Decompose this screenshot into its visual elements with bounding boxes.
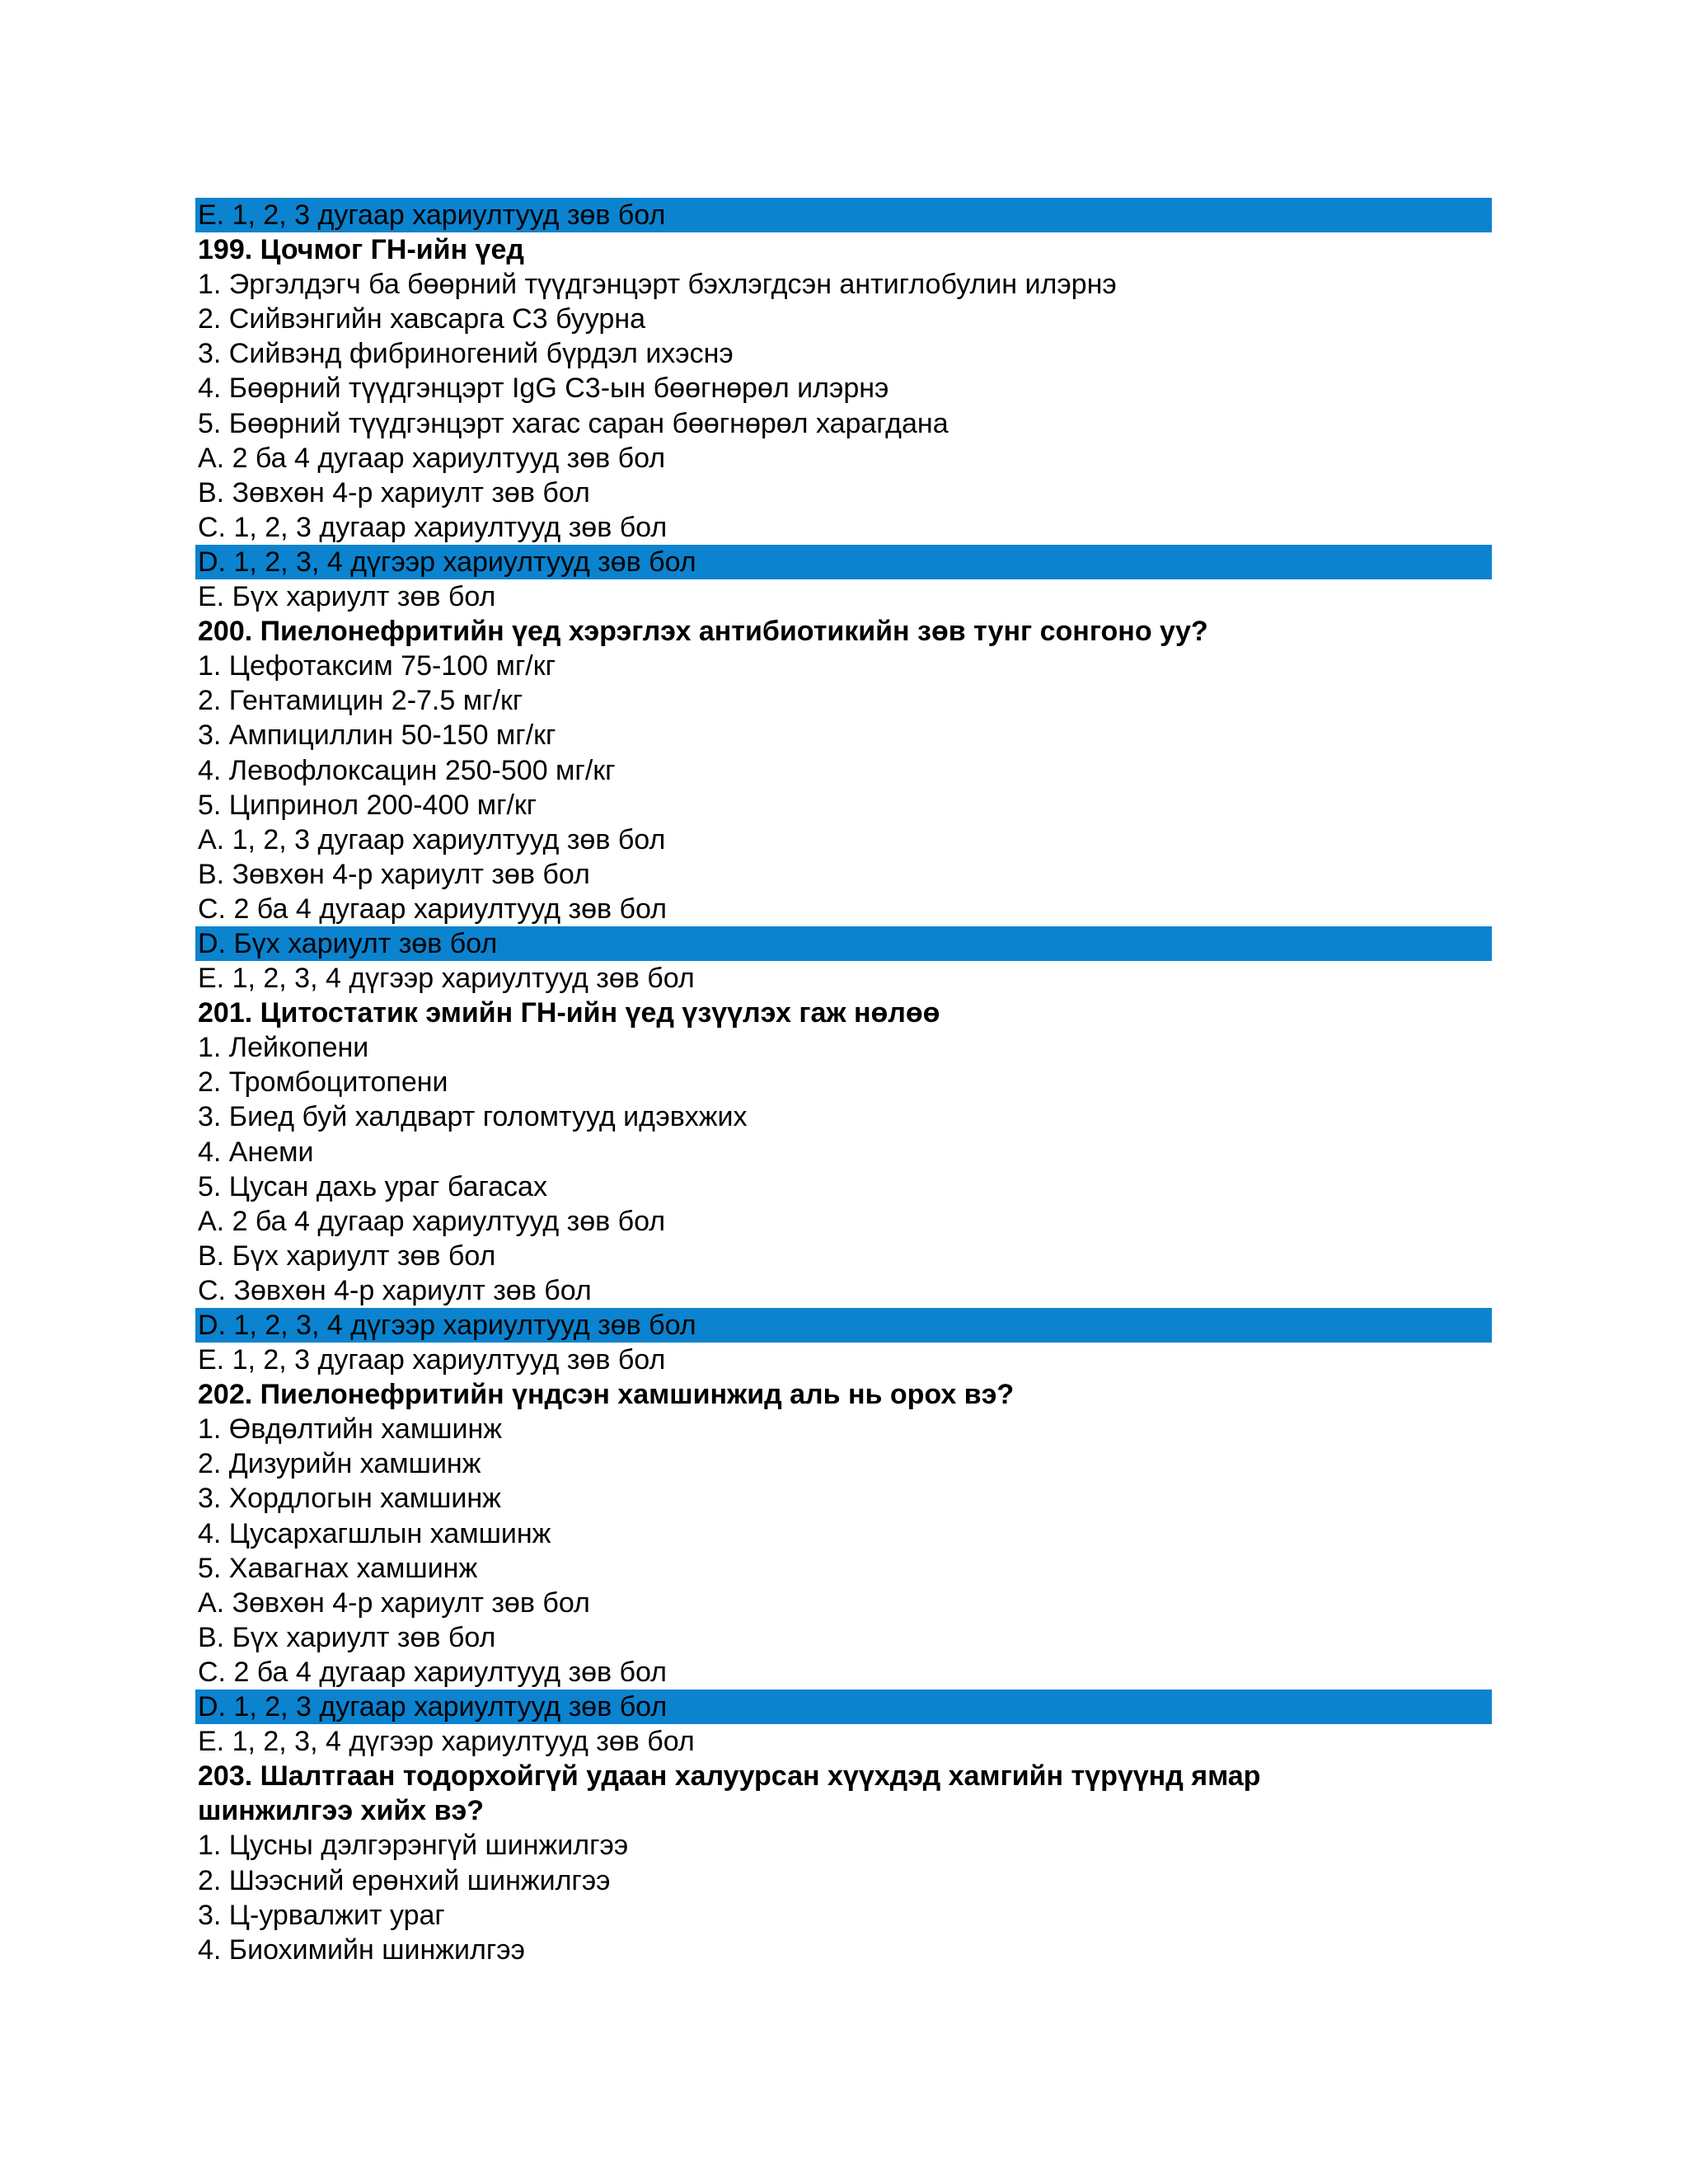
highlighted-answer-option: D. 1, 2, 3 дугаар хариултууд зөв бол [195,1690,1492,1724]
highlighted-answer-option: E. 1, 2, 3 дугаар хариултууд зөв бол [195,198,1492,232]
document-body [195,198,1492,1967]
statement-item: 3. Хордлогын хамшинж [198,1483,501,1515]
highlighted-answer-option: D. 1, 2, 3, 4 дүгээр хариултууд зөв бол [195,545,1492,579]
statement-item: 1. Өвдөлтийн хамшинж [198,1413,502,1446]
statement-item: 4. Цусархагшлын хамшинж [198,1517,551,1549]
statement-item: 3. Ц-урвалжит ураг [198,1899,445,1931]
answer-option: E. 1, 2, 3, 4 дүгээр хариултууд зөв бол [198,963,695,995]
answer-option: C. 2 ба 4 дугаар хариултууд зөв бол [198,1656,667,1688]
statement-item: 5. Бөөрний түүдгэнцэрт хагас саран бөөгнөрөл харагдана [198,407,949,439]
statement-item: 3. Биед буй халдварт голомтууд идэвхжих [198,1101,748,1133]
question-text: 202. Пиелонефритийн үндсэн хамшинжид аль нь орох вэ? [198,1379,1015,1411]
statement-item: 4. Биохимийн шинжилгээ [198,1933,525,1966]
answer-option: E. Бүх хариулт зөв бол [198,581,496,613]
answer-option: A. 2 ба 4 дугаар хариултууд зөв бол [198,1205,666,1237]
statement-item: 1. Лейкопени [198,1032,369,1064]
question-text: 200. Пиелонефритийн үед хэрэглэх антибиотикийн зөв тунг сонгоно уу? [198,616,1208,648]
answer-option: B. Бүх хариулт зөв бол [198,1240,496,1272]
statement-item: 2. Тромбоцитопени [198,1066,448,1099]
statement-item: 4. Левофлоксацин 250-500 мг/кг [198,754,616,786]
question-text: шинжилгээ хийх вэ? [198,1795,485,1827]
statement-item: 1. Цефотаксим 75-100 мг/кг [198,650,556,682]
highlighted-answer-option: D. 1, 2, 3, 4 дүгээр хариултууд зөв бол [195,1308,1492,1343]
answer-option: C. 2 ба 4 дугаар хариултууд зөв бол [198,893,667,925]
statement-item: 5. Цусан дахь ураг багасах [198,1170,547,1202]
question-text: 201. Цитостатик эмийн ГН-ийн үед үзүүлэх гаж нөлөө [198,997,940,1029]
answer-option: A. Зөвхөн 4-р хариулт зөв бол [198,1586,590,1619]
answer-option: C. Зөвхөн 4-р хариулт зөв бол [198,1274,592,1306]
statement-item: 3. Сийвэнд фибриногений бүрдэл ихэснэ [198,338,734,370]
statement-item: 1. Эргэлдэгч ба бөөрний түүдгэнцэрт бэхлэгдсэн антиглобулин илэрнэ [198,269,1117,301]
statement-item: 4. Анеми [198,1136,314,1168]
highlighted-answer-option: D. Бүх хариулт зөв бол [195,926,1492,961]
statement-item: 2. Сийвэнгийн хавсарга С3 буурна [198,303,646,335]
answer-option: B. Зөвхөн 4-р хариулт зөв бол [198,476,590,509]
answer-option: C. 1, 2, 3 дугаар хариултууд зөв бол [198,511,668,543]
statement-item: 5. Хавагнах хамшинж [198,1552,478,1584]
statement-item: 5. Ципринол 200-400 мг/кг [198,789,537,821]
question-text: 203. Шалтгаан тодорхойгүй удаан халуурсан хүүхдэд хамгийн түрүүнд ямар [198,1760,1261,1793]
statement-item: 4. Бөөрний түүдгэнцэрт IgG C3-ын бөөгнөрөл илэрнэ [198,373,889,405]
answer-option: B. Бүх хариулт зөв бол [198,1621,496,1653]
answer-option: A. 1, 2, 3 дугаар хариултууд зөв бол [198,823,666,855]
statement-item: 2. Шээсний ерөнхий шинжилгээ [198,1864,611,1896]
statement-item: 2. Дизурийн хамшинж [198,1448,481,1480]
question-text: 199. Цочмог ГН-ийн үед [198,234,524,266]
statement-item: 1. Цусны дэлгэрэнгүй шинжилгээ [198,1830,629,1862]
answer-option: A. 2 ба 4 дугаар хариултууд зөв бол [198,442,666,474]
answer-option: E. 1, 2, 3, 4 дүгээр хариултууд зөв бол [198,1726,695,1758]
statement-item: 3. Ампициллин 50-150 мг/кг [198,719,556,752]
answer-option: B. Зөвхөн 4-р хариулт зөв бол [198,858,590,890]
answer-option: E. 1, 2, 3 дугаар хариултууд зөв бол [198,1344,666,1376]
statement-item: 2. Гентамицин 2-7.5 мг/кг [198,685,523,717]
